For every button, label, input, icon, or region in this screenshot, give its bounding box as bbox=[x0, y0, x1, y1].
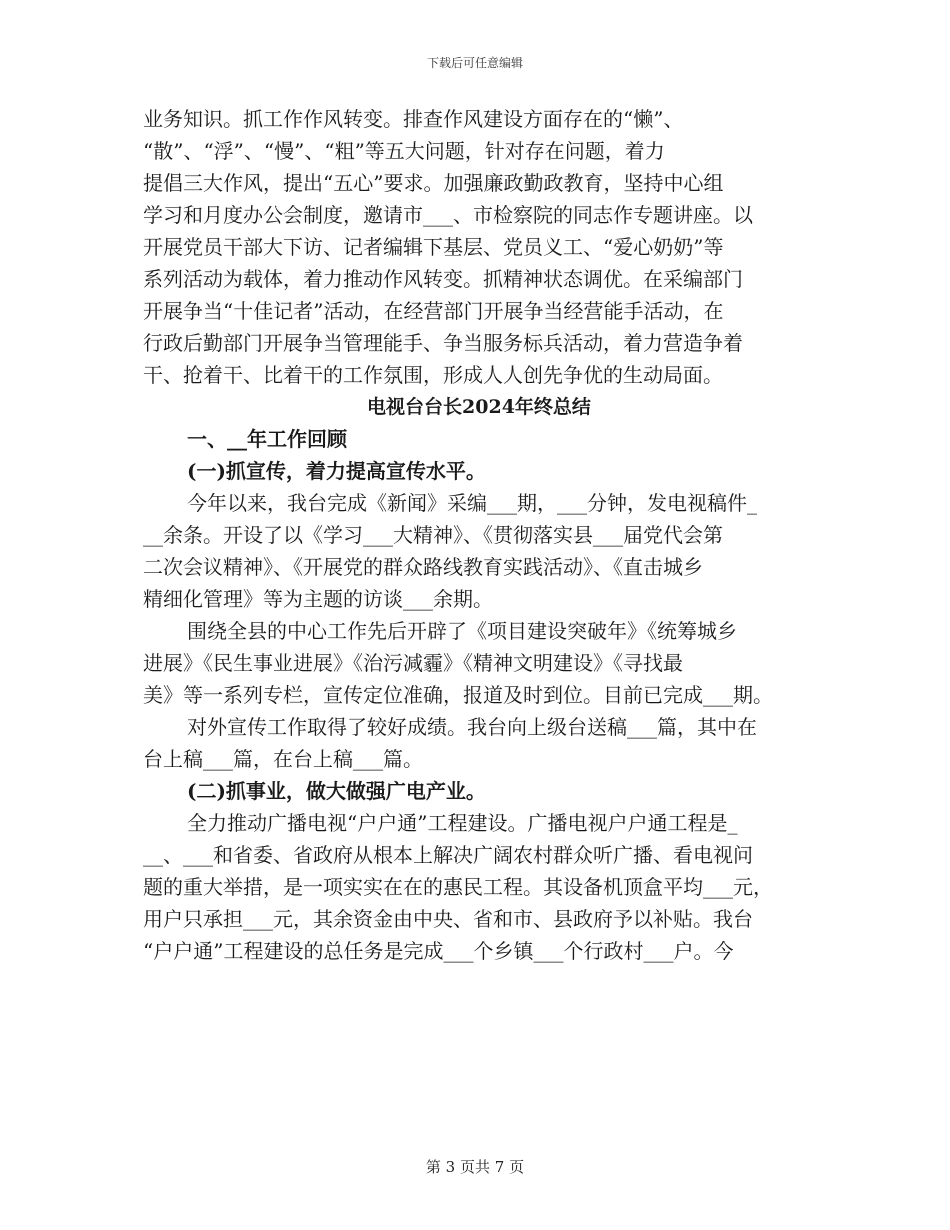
body-line: 题的重大举措，是一项实实在在的惠民工程。其设备机顶盒平均___元， bbox=[143, 875, 773, 899]
section-heading: 一、__年工作回顾 bbox=[187, 427, 347, 451]
body-line: 全力推动广播电视“户户通”工程建设。广播电视户户通工程是_ bbox=[187, 811, 738, 835]
document-title: 电视台台长2024年终总结 bbox=[367, 396, 591, 418]
body-line: 开展党员干部大下访、记者编辑下基层、党员义工、“爱心奶奶”等 bbox=[143, 235, 724, 259]
body-line: __、___和省委、省政府从根本上解决广阔农村群众听广播、看电视问 bbox=[143, 843, 753, 867]
body-line: 对外宣传工作取得了较好成绩。我台向上级台送稿___篇，其中在 bbox=[187, 715, 757, 739]
body-line: “户户通”工程建设的总任务是完成___个乡镇___个行政村___户。今 bbox=[143, 939, 734, 963]
body-line: 美》等一系列专栏，宣传定位准确，报道及时到位。目前已完成___期。 bbox=[143, 683, 773, 707]
page-number: 第 3 页共 7 页 bbox=[425, 1158, 525, 1176]
body-line: 用户只承担___元，其余资金由中央、省和市、县政府予以补贴。我台 bbox=[143, 907, 753, 931]
subsection-heading: (一)抓宣传，着力提高宣传水平。 bbox=[187, 459, 486, 483]
body-line: 业务知识。抓工作作风转变。排查作风建设方面存在的“懒”、 bbox=[143, 107, 684, 131]
body-line: 干、抢着干、比着干的工作氛围，形成人人创先争优的生动局面。 bbox=[143, 363, 723, 387]
document-body bbox=[143, 103, 815, 967]
body-line: 学习和月度办公会制度，邀请市___、市检察院的同志作专题讲座。以 bbox=[143, 203, 753, 227]
body-line: 二次会议精神》、《开展党的群众路线教育实践活动》、《直击城乡 bbox=[143, 555, 703, 579]
page-header: 下载后可任意编辑 bbox=[426, 56, 523, 70]
body-line: 系列活动为载体，着力推动作风转变。抓精神状态调优。在采编部门 bbox=[143, 267, 743, 291]
body-line: “散”、“浮”、“慢”、“粗”等五大问题，针对存在问题，着力 bbox=[143, 139, 665, 163]
body-line: 台上稿___篇，在台上稿___篇。 bbox=[143, 747, 423, 771]
body-line: 围绕全县的中心工作先后开辟了《项目建设突破年》《统筹城乡 bbox=[187, 619, 737, 643]
body-line: 行政后勤部门开展争当管理能手、争当服务标兵活动，着力营造争着 bbox=[143, 331, 743, 355]
body-line: 今年以来，我台完成《新闻》采编___期，___分钟，发电视稿件_ bbox=[187, 491, 757, 515]
body-line: 提倡三大作风，提出“五心”要求。加强廉政勤政教育，坚持中心组 bbox=[143, 171, 724, 195]
body-line: 精细化管理》等为主题的访谈___余期。 bbox=[143, 587, 493, 611]
subsection-heading: (二)抓事业，做大做强广电产业。 bbox=[187, 779, 486, 803]
body-line: 进展》《民生事业进展》《治污减霾》《精神文明建设》《寻找最 bbox=[143, 651, 683, 675]
body-line: __余条。开设了以《学习___大精神》、《贯彻落实县___届党代会第 bbox=[143, 523, 723, 547]
body-line: 开展争当“十佳记者”活动，在经营部门开展争当经营能手活动，在 bbox=[143, 299, 724, 323]
